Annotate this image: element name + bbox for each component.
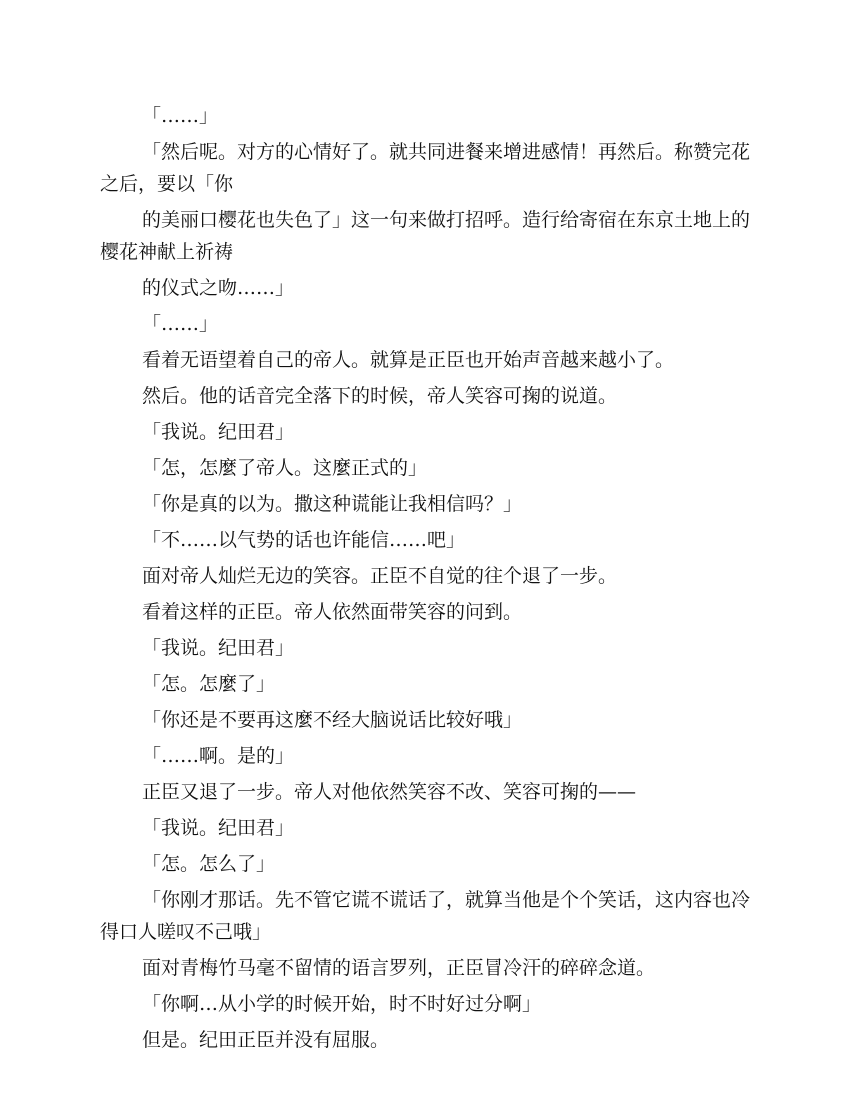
paragraph: 「然后呢。对方的心情好了。就共同进餐来增进感情！再然后。称赞完花之后，要以「你 [100, 141, 751, 195]
paragraph: 面对青梅竹马毫不留情的语言罗列，正臣冒冷汗的碎碎念道。 [142, 957, 656, 979]
paragraph: 「怎。怎么了」 [142, 853, 276, 875]
paragraph: 但是。纪田正臣并没有屈服。 [142, 1029, 390, 1051]
paragraph: 「怎。怎麼了」 [142, 673, 276, 695]
paragraph: 的美丽口樱花也失色了」这一句来做打招呼。造行给寄宿在东京土地上的樱花神献上祈祷 [100, 209, 751, 263]
paragraph: 「我说。纪田君」 [142, 637, 295, 659]
paragraph: 正臣又退了一步。帝人对他依然笑容不改、笑容可掬的—— [142, 781, 637, 803]
paragraph: 「不……以气势的话也许能信……吧」 [142, 529, 466, 551]
paragraph: 「……」 [142, 313, 219, 335]
paragraph: 看着无语望着自己的帝人。就算是正臣也开始声音越来越小了。 [142, 349, 675, 371]
paragraph: 「……啊。是的」 [142, 745, 295, 767]
paragraph: 「你刚才那话。先不管它谎不谎话了，就算当他是个个笑话，这内容也冷得口人嗟叹不己哦」 [100, 889, 751, 943]
paragraph: 面对帝人灿烂无边的笑容。正臣不自觉的往个退了一步。 [142, 565, 618, 587]
paragraph: 「你还是不要再这麼不经大脑说话比较好哦」 [142, 709, 523, 731]
paragraph: 「怎，怎麼了帝人。这麼正式的」 [142, 457, 428, 479]
paragraph: 然后。他的话音完全落下的时候，帝人笑容可掬的说道。 [142, 385, 618, 407]
paragraph: 看着这样的正臣。帝人依然面带笑容的问到。 [142, 601, 523, 623]
paragraph: 「你啊…从小学的时候开始，时不时好过分啊」 [142, 993, 542, 1015]
body-text [100, 100, 760, 1060]
paragraph: 「我说。纪田君」 [142, 421, 295, 443]
paragraph: 的仪式之吻……」 [142, 277, 295, 299]
paragraph: 「我说。纪田君」 [142, 817, 295, 839]
paragraph: 「……」 [142, 105, 219, 127]
paragraph: 「你是真的以为。撒这种谎能让我相信吗？」 [142, 493, 523, 515]
